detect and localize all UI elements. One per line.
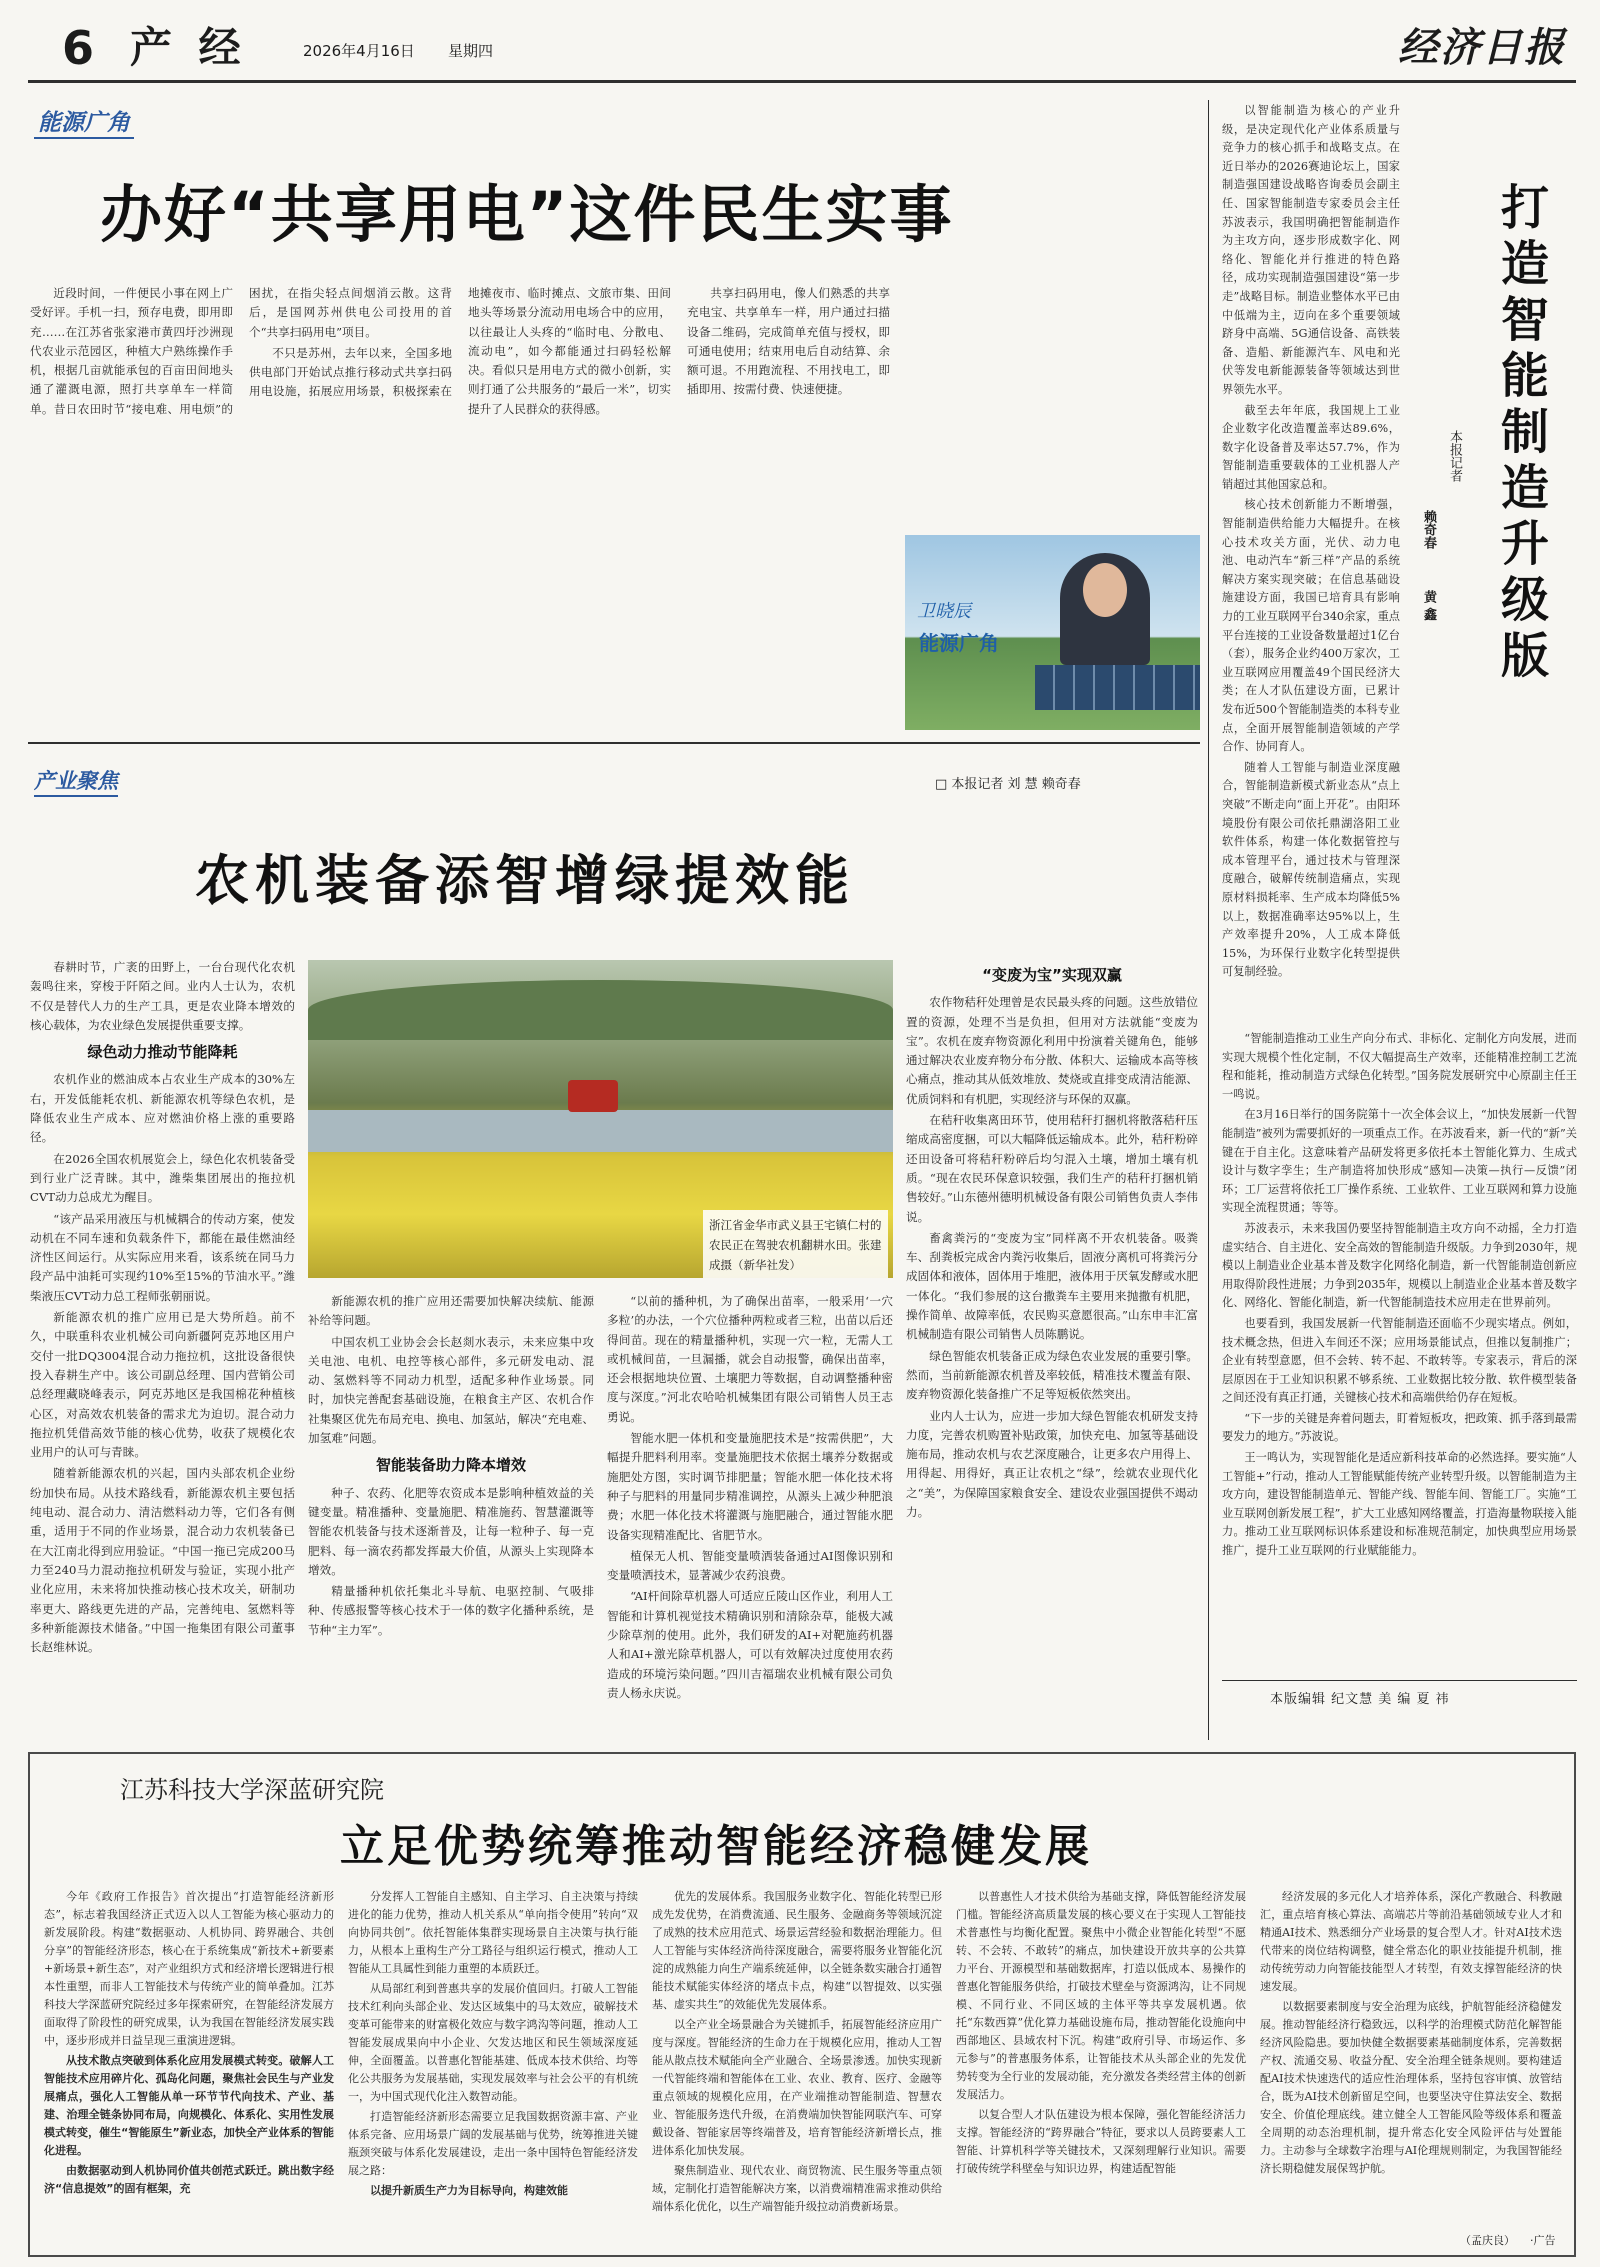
paragraph: 春耕时节，广袤的田野上，一台台现代化农机轰鸣往来，穿梭于阡陌之间。业内人士认为，农机不仅是替代人力的生产工具，更是农业降本增效的核心载体，为农业绿色发展提供重要支撑。 (30, 960, 295, 1032)
paragraph: 共享扫码用电，像人们熟悉的共享充电宝、共享单车一样，用户通过扫描设备二维码，完成简单充值与授权，即可通电使用；结束用电后自动结算、余额可退。不用跑流程、不用找电工，即插即用、按需付费、快速便捷。 (687, 286, 890, 397)
masthead-rule (28, 80, 1576, 83)
ad-col2 (348, 1888, 638, 2248)
paragraph: 经济发展的多元化人才培养体系，深化产教融合、科教融汇，重点培育核心算法、高端芯片等前沿基础领域专业人才和精通AI技术、熟悉细分产业场景的复合型人才。针对AI技术迭代带来的岗位结构调整，健全常态化的职业技能提升机制，推动传统劳动力向智能技能型人才转型，有效支撑智能经济的快速发展。 (1260, 1890, 1562, 1993)
ad-col3 (652, 1888, 942, 2248)
paragraph: 由数据驱动到人机协同价值共创范式跃迁。跳出数字经济“信息提效”的固有框架，充 (44, 2164, 334, 2195)
paragraph: 精量播种机依托集北斗导航、电驱控制、气吸排种、传感报警等核心技术于一体的数字化播种系统，是节种“主力军”。 (308, 1584, 594, 1637)
paragraph: 植保无人机、智能变量喷洒装备通过AI图像识别和变量喷洒技术，显著减少农药浪费。 (607, 1548, 893, 1583)
smart-headline-char: 升 (1500, 516, 1549, 572)
paragraph: 在3月16日举行的国务院第十一次全体会议上，“加快发展新一代智能制造”被列为需要抓好的一项重点工作。在苏波看来，新一代的“新”关键在于自主化。这意味着产品研发将更多依托本土智能化算力、生成式设计与数字孪生；生产制造将加快形成“感知—决策—执行—反馈”闭环；工厂运营将依托工厂操作系统、工业软件、工业互联网和算力设施实现全流程贯通；等等。 (1222, 1108, 1577, 1215)
solar-panels (1035, 665, 1200, 710)
paragraph: “以前的播种机，为了确保出苗率，一般采用‘一穴多粒’的办法，一个穴位播种两粒或者三粒，出苗以后还得间苗。现在的精量播种机，实现一穴一粒，无需人工或机械间苗，一旦漏播，就会自动报警，确保出苗率，还会根据地块位置、土壤肥力等数据，自动调整播种密度与深度。”河北农哈哈机械集团有限公司销售人员王志勇说。 (607, 1294, 893, 1424)
energy-headline: 办好“共享用电”这件民生实事 (100, 178, 954, 251)
paragraph: 中国农机工业协会会长赵剡水表示，未来应集中攻关电池、电机、电控等核心部件，多元研发电动、混动、氢燃料等不同动力机型，适配多种作业场景。同时，加快完善配套基础设施，在粮食主产区、农机合作社集聚区优先布局充电、换电、加氢站，解决“充电难、加氢难”问题。 (308, 1334, 594, 1446)
ad-institute: 江苏科技大学深蓝研究院 (120, 1776, 384, 1804)
photo-hills (308, 980, 893, 1040)
page-number: 6 (62, 21, 95, 75)
smart-top-body (1222, 102, 1400, 1022)
smart-headline-char: 级 (1500, 572, 1549, 628)
paragraph: 农作物秸秆处理曾是农民最头疼的问题。这些放错位置的资源，处理不当是负担，但用对方法就能“变废为宝”。农机在废弃物资源化利用中扮演着关键角色，能够通过解决农业废弃物分布分散、体积大、运输成本高等核心痛点，推动其从低效堆放、焚烧或直排变成清洁能源、优质饲料和有机肥，实现经济与环保的双赢。 (906, 995, 1198, 1106)
agri-byline: □ 本报记者 刘 慧 赖奇春 (935, 777, 1081, 792)
issue-weekday: 星期四 (448, 42, 494, 60)
paragraph: 近段时间，一件便民小事在网上广受好评。手机一扫，预存电费，即用即充……在江苏省张家港市黄四圩沙洲现代农业示范园区，种植大户熟练操作手机，根据几亩就能承包的百亩田间地头通了灌溉电源，照打共享单车一样简单。昔日农田时节“接电难、用电烦”的困扰，在指尖轻点间烟消云散。这背后，是国网苏州供电公司投用的首个“共享扫码用电”项目。 (30, 286, 452, 416)
agri-headline: 农机装备添智增绿提效能 (195, 848, 855, 912)
paragraph: 随着人工智能与制造业深度融合，智能制造新模式新业态从“点上突破”不断走向“面上开花”。由阳环境股份有限公司依托鼎湖洛阳工业软件体系，构建一体化数据管控与成本管理平台，通过技术与管理深度融合，破解传统制造痛点，实现原材料损耗率、生产成本均降低5%以上，数据准确率达95%以上，生产效率提升20%，人工成本降低15%，为环保行业数字化转型提供可复制经验。 (1222, 760, 1400, 979)
paragraph: 分发挥人工智能自主感知、自主学习、自主决策与持续进化的能力优势，推动人机关系从“单向指令使用”转向“双向协同共创”。依托智能体集群实现场景自主决策与执行能力，从根本上重构生产分工路径与组织运行模式，推动人工智能从工具属性到能力重塑的本质跃迁。 (348, 1890, 638, 1975)
paragraph: 从技术散点突破到体系化应用发展模式转变。破解人工智能技术应用碎片化、孤岛化问题，聚焦社会民生与产业发展痛点，强化人工智能从单一环节节代向技术、产业、基建、治理全链条协同布局，向规模化、体系化、实用性发展模式转变，催生“智能原生”新业态，加快全产业体系的智能化进程。 (44, 2054, 334, 2157)
paragraph: 今年《政府工作报告》首次提出“打造智能经济新形态”，标志着我国经济正式迈入以人工智能为核心驱动力的新发展阶段。构建“数据驱动、人机协同、跨界融合、共创分享”的智能经济形态，核心在于系统集成“新技术+新要素+新场景+新生态”，对产业组织方式和经济增长逻辑进行根本性重塑，而非人工智能技术与传统产业的简单叠加。江苏科技大学深蓝研究院经过多年探索研究，在智能经济发展方面取得了阶段性的研究成果，认为我国在智能经济发展实践中，逐步形成并日益呈现三重演进逻辑。 (44, 1890, 334, 2047)
section-divider (28, 742, 1200, 744)
paragraph: 优先的发展体系。我国服务业数字化、智能化转型已形成先发优势，在消费流通、民生服务、金融商务等领域沉淀了成熟的技术应用范式、场景运营经验和数据治理能力。但人工智能与实体经济尚待深度融合，需要将服务业智能化沉淀的成熟能力向生产端系统延伸，以全链条数实融合打通智能技术赋能实体经济的堵点卡点，构建“以智提效、以实强基、虚实共生”的效能优先发展体系。 (652, 1890, 942, 2011)
paragraph: 以智能制造为核心的产业升级，是决定现代化产业体系质量与竞争力的核心抓手和战略支点。在近日举办的2026赛迪论坛上，国家制造强国建设战略咨询委员会副主任、国家智能制造专家委员会主任苏波表示，我国明确把智能制造作为主攻方向，逐步形成数字化、网络化、智能化并行推进的特色路径，成功实现制造强国建设“第一步走”战略目标。制造业整体水平已由中低端为主，迈向在多个重要领域跻身中高端、5G通信设备、高铁装备、造船、新能源汽车、风电和光伏等发电新能源装备等领域达到世界领先水平。 (1222, 104, 1400, 396)
paragraph: 苏波表示，未来我国仍要坚持智能制造主攻方向不动摇，全力打造虚实结合、自主进化、安全高效的智能制造升级版。力争到2030年，规模以上制造业企业基本普及数字化网络化制造，新一代智能制造创新应用取得阶段性进展；力争到2035年，规模以上制造业企业基本普及数字化、网络化、智能化制造，新一代智能制造技术应用走在世界前列。 (1222, 1221, 1577, 1310)
ad-headline: 立足优势统筹推动智能经济稳健发展 (340, 1821, 1092, 1872)
paragraph: 从局部红利到普惠共享的发展价值回归。打破人工智能技术红利向头部企业、发达区域集中的马太效应，破解技术变革可能带来的财富极化效应与数字鸿沟等问题，推动人工智能发展成果向中小企业、欠发达地区和民生领域深度延伸，全面覆盖。以普惠化智能基建、低成本技术供给、均等化公共服务为发展基础，实现发展效率与社会公平的有机统一，为中国式现代化注入数智动能。 (348, 1982, 638, 2103)
paragraph: 新能源农机的推广应用还需要加快解决续航、能源补给等问题。 (308, 1294, 594, 1328)
agri-photo (308, 960, 893, 1278)
smart-bottom-body (1222, 1030, 1577, 1670)
paper-logo: 经济日报 (1398, 24, 1566, 71)
paragraph: 种子、农药、化肥等农资成本是影响种植效益的关键变量。精准播种、变量施肥、精准施药、智慧灌溉等智能农机装备与技术逐渐普及，让每一粒种子、每一克肥料、每一滴农药都发挥最大价值，从源头上实现降本增效。 (308, 1485, 594, 1577)
paragraph: 随着新能源农机的兴起，国内头部农机企业纷纷加快布局。从技术路线看，新能源农机主要包括纯电动、混合动力、清洁燃料动力等，它们各有侧重，适用于不同的作业场景，混合动力农机装备已在大江南北得到应用验证。“中国一拖已完成200马力至240马力混动拖拉机研发与验证，实现小批产业化应用，未来将加快推动核心技术攻关，研制功率更大、路线更先进的产品，完善纯电、氢燃料等多种新能源技术储备。”中国一拖集团有限公司董事长赵维林说。 (30, 1466, 295, 1655)
paragraph: 以复合型人才队伍建设为根本保障，强化智能经济活力支撑。智能经济的“跨界融合”特征，要求以人员跨要素人工智能、计算机科学等关键技术，又深刻理解行业知识。需要打破传统学科壁垒与知识边界，构建适配智能 (956, 2108, 1246, 2175)
photo-water (308, 1110, 893, 1152)
paragraph: “智能制造推动工业生产向分布式、非标化、定制化方向发展，进而实现大规模个性化定制，不仅大幅提高生产效率，还能精准控制工艺流程和能耗，推动制造方式绿色化转型。”国务院发展研究中心原副主任王一鸣说。 (1222, 1032, 1577, 1101)
paragraph: 不只是苏州，去年以来，全国多地供电部门开始试点推行移动式共享扫码用电设施，拓展应用场景，积极探索在地摊夜市、临时摊点、文旅市集、田间地头等场景分流动用电场合中的应用，以往最让人头疼的“临时电、分散电、流动电”，如今都能通过扫码轻松解决。看似只是用电方式的微小创新，实则打通了公共服务的“最后一米”，切实提升了人民群众的获得感。 (249, 286, 671, 416)
smart-byline-names: 黄 鑫 (1421, 590, 1436, 621)
agri-col5 (906, 958, 1198, 1750)
paragraph: 以数据要素制度与安全治理为底线，护航智能经济稳健发展。推动智能经济行稳致远，以科学的治理模式防范化解智能经济风险隐患。要加快健全数据要素基础制度体系，完善数据产权、流通交易、收益分配、安全治理全链条规则。要构建适配AI技术快速迭代的适应性治理体系，坚持包容审慎、放管结合，既为AI技术创新留足空间，也要坚决守住算法安全、数据安全、价值伦理底线。建立健全人工智能风险等级体系和覆盖全周期的动态治理机制，提升常态化安全风险评估与处置能力。主动参与全球数字治理与AI伦理规则制定，为我国智能经济长期稳健发展保驾护航。 (1260, 2000, 1562, 2175)
energy-column-tag: 能源广角 (34, 104, 134, 139)
columnist-face (1083, 563, 1127, 617)
column-logo-label: 能源广角 (919, 631, 999, 655)
paragraph: 核心技术创新能力不断增强，智能制造供给能力大幅提升。在核心技术攻关方面，光伏、动力电池、电动汽车“新三样”产品的系统解决方案实现突破；在信息基础设施建设方面，我国已培育具有影响力的工业互联网平台340余家，重点平台连接的工业设备数量超过1亿台（套），服务企业约400万家次，工业互联网应用覆盖49个国民经济大类；在人才队伍建设方面，已累计发布近500个智能制造类的本科专业点，全面开展智能制造领域的产学合作、协同育人。 (1222, 498, 1400, 754)
columnist-signature: 卫晓辰 (917, 601, 971, 622)
agri-col3 (308, 1292, 594, 1750)
paragraph: “AI杆间除草机器人可适应丘陵山区作业，利用人工智能和计算机视觉技术精确识别和清除杂草，能极大减少除草剂的使用。此外，我们研发的AI+对靶施药机器人和AI+激光除草机器人，可以有效解决过度使用农药造成的环境污染问题。”四川吉福瑞农业机械有限公司负责人杨永庆说。 (607, 1589, 893, 1700)
paragraph: 也要看到，我国发展新一代智能制造还面临不少现实堵点。例如，技术概念热，但进入车间还不深；应用场景能试点，但推以复制推广；企业有转型意愿，但不会转、转不起、不敢转等。专家表示，背后的深层原因在于工业知识积累不够系统、工业数据比较分散、软件模型装备之间还没有真正打通，关键核心技术和高端供给仍存在短板。 (1222, 1316, 1577, 1405)
agri-subhead-2: 智能装备助力降本增效 (375, 1456, 526, 1475)
energy-article-body (30, 284, 890, 729)
smart-headline-char: 智 (1500, 292, 1549, 348)
paragraph: 绿色智能农机装备正成为绿色农业发展的重要引擎。然而，当前新能源农机普及率较低，精准技术覆盖有限、废弃物资源化装备推广不足等短板依然突出。 (906, 1348, 1198, 1402)
smart-headline-char: 制 (1500, 404, 1549, 460)
smart-headline-char: 能 (1500, 348, 1549, 404)
paragraph: “下一步的关键是奔着问题去，盯着短板攻，把政策、抓手落到最需要发力的地方。”苏波说。 (1222, 1411, 1577, 1444)
page-editors: 本版编辑 纪文慧 美 编 夏 祎 (1270, 1692, 1450, 1707)
paragraph: “该产品采用液压与机械耦合的传动方案，使发动机在不同车速和负载条件下，都能在最佳燃油经济性区间运行。从实际应用来看，该系统在同马力段产品中油耗可实现约10%至15%的节油水平。”潍柴液压CVT动力总工程师张朝丽说。 (30, 1211, 295, 1303)
agri-col4 (607, 1292, 893, 1750)
smart-headline-vertical (1480, 180, 1570, 684)
paragraph: 新能源农机的推广应用已是大势所趋。前不久，中联重科农业机械公司向新疆阿克苏地区用户交付一批DQ3004混合动力拖拉机，这批设备很快投入春耕生产中。该公司副总经理、国内营销公司总经理藏晓峰表示，阿克苏地区是我国棉花种植核心区，对高效农机装备的需求尤为迫切。混合动力拖拉机凭借高效节能的核心优势，收获了规模化农业用户的认可与青睐。 (30, 1310, 295, 1460)
column-divider (1208, 100, 1209, 1740)
paragraph: 以普惠性人才技术供给为基础支撑，降低智能经济发展门槛。智能经济高质量发展的核心要义在于实现人工智能技术普惠性与均衡化配置。聚焦中小微企业智能化转型“不愿转、不会转、不敢转”的痛点，加快建设开放共享的公共算力平台、开源模型和基础数据库，打造以低成本、易操作的普惠化智能服务供给，打破技术壁垒与资源鸿沟，让不同规模、不同行业、不同区域的主体平等共享发展机遇。依托“东数西算”优化算力基础设施布局，推动智能化设施向中西部地区、县域农村下沉。构建“政府引导、市场运作、多元参与”的普惠服务体系，让智能技术从头部企业的先发优势转变为全行业的发展动能，充分激发各类经营主体的创新发展活力。 (956, 1890, 1246, 2101)
paragraph: 聚焦制造业、现代农业、商贸物流、民生服务等重点领域，定制化打造智能解决方案，以消费端精准需求推动供给端体系化优化，以生产端智能升级拉动消费新场景。 (652, 2164, 942, 2213)
section-name: 产 经 (130, 23, 247, 72)
photo-caption-box (703, 1210, 888, 1278)
paragraph: 截至去年年底，我国规上工业企业数字化改造覆盖率达89.6%，数字化设备普及率达57.7%，作为智能制造重要载体的工业机器人产销超过其他国家总和。 (1222, 403, 1400, 491)
paragraph: 以全产业全场景融合为关键抓手，拓展智能经济应用广度与深度。智能经济的生命力在于规模化应用，推动人工智能从散点技术赋能向全产业融合、全场景渗透。加快实现新一代智能终端和智能体在工业、农业、教育、医疗、金融等重点领域的规模化应用，在产业端推动智能制造、智慧农业、智能服务迭代升级，在消费端加快智能网联汽车、可穿戴设备、智能家居等终端普及，培育智能经济新增长点，推进体系化加快发展。 (652, 2018, 942, 2157)
smart-headline-char: 造 (1500, 236, 1549, 292)
agri-subhead-3: “变废为宝”实现双赢 (982, 966, 1122, 984)
paragraph: 在2026全国农机展览会上，绿色化农机装备受到行业广泛青睐。其中，潍柴集团展出的拖拉机CVT动力总成尤为醒目。 (30, 1151, 295, 1205)
paragraph: 在秸秆收集离田环节，使用秸秆打捆机将散落秸秆压缩成高密度捆，可以大幅降低运输成本。此外，秸秆粉碎还田设备可将秸秆粉碎后均匀混入土壤，增加土壤有机质。“现在农民环保意识较强，我们生产的秸秆打捆机销售较好。”山东德州德明机械设备有限公司销售负责人李伟说。 (906, 1113, 1198, 1224)
smart-headline-char: 打 (1500, 180, 1549, 236)
paragraph: 王一鸣认为，实现智能化是适应新科技革命的必然选择。要实施“人工智能+”行动，推动人工智能赋能传统产业转型升级。以智能制造为主攻方向，建设智能制造单元、智能产线、智能车间、智能工厂。实施“工业互联网创新发展工程”，扩大工业感知网络覆盖，打造海量物联接入能力。推动工业互联网标识体系建设和标准规范制定，加快典型应用场景推广，提升工业互联网的行业赋能能力。 (1222, 1451, 1577, 1558)
ad-mark: ·广告 (1530, 2234, 1556, 2247)
ad-col1 (44, 1888, 334, 2248)
issue-date: 2026年4月16日 (303, 42, 415, 60)
smart-byline: 本报记者 (1447, 430, 1462, 482)
paragraph: 农机作业的燃油成本占农业生产成本的30%左右，开发低能耗农机、新能源农机等绿色农机，是降低农业生产成本、应对燃油价格上涨的重要路径。 (30, 1072, 295, 1145)
ad-col5 (1260, 1888, 1562, 2233)
paragraph: 业内人士认为，应进一步加大绿色智能农机研发支持力度，完善农机购置补贴政策，加快充电、加氢等基础设施布局，推动农机与农艺深度融合，让更多农户用得上、用得起、用得好，真正让农机之“绿”，绘就农业现代化之“美”，为保障国家粮食安全、建设农业强国提供不竭动力。 (906, 1408, 1198, 1520)
ad-signoff: （孟庆良） (1460, 2234, 1515, 2247)
photo-caption: 浙江省金华市武义县王宅镇仁村的农民正在驾驶农机翻耕水田。张建成摄（新华社发） (709, 1218, 882, 1272)
smart-headline-char: 版 (1500, 628, 1549, 684)
tractor (568, 1080, 618, 1112)
paragraph: 打造智能经济新形态需要立足我国数据资源丰富、产业体系完备、应用场景广阔的发展基础与优势，统筹推进关键瓶颈突破与体系化发展建设，走出一条中国特色智能经济发展之路： (348, 2110, 638, 2177)
energy-column-photo (905, 535, 1200, 730)
paragraph: 畜禽粪污的“变废为宝”同样离不开农机装备。吸粪车、刮粪板完成舍内粪污收集后，固液分离机可将粪污分成固体和液体，固体用于堆肥，液体用于厌氧发酵或水肥一体化。“我们参展的这台撒粪车主要用来抛撒有机肥，操作简单、故障率低，农民购买意愿很高。”山东申丰汇富机械制造有限公司销售人员陈鹏说。 (906, 1230, 1198, 1342)
agri-col1 (30, 958, 295, 1750)
agri-column-tag: 产业聚焦 (34, 765, 118, 797)
editors-rule (1222, 1680, 1577, 1681)
paragraph: 智能水肥一体机和变量施肥技术是“按需供肥”，大幅提升肥料利用率。变量施肥技术依据土壤养分数据或施肥处方图，实时调节排肥量；智能水肥一体化技术将种子与肥料的用量同步精准调控，从源头上减少种肥浪费；水肥一体化技术将灌溉与施肥融合，通过智能水肥设备实现精准配比、省肥节水。 (607, 1431, 893, 1542)
ad-col4 (956, 1888, 1246, 2248)
agri-subhead-1: 绿色动力推动节能降耗 (87, 1043, 238, 1062)
smart-byline-names: 赖奇春 (1421, 510, 1436, 549)
masthead (28, 20, 1576, 80)
smart-headline-char: 造 (1500, 460, 1549, 516)
paragraph: 以提升新质生产力为目标导向，构建效能 (370, 2184, 568, 2197)
